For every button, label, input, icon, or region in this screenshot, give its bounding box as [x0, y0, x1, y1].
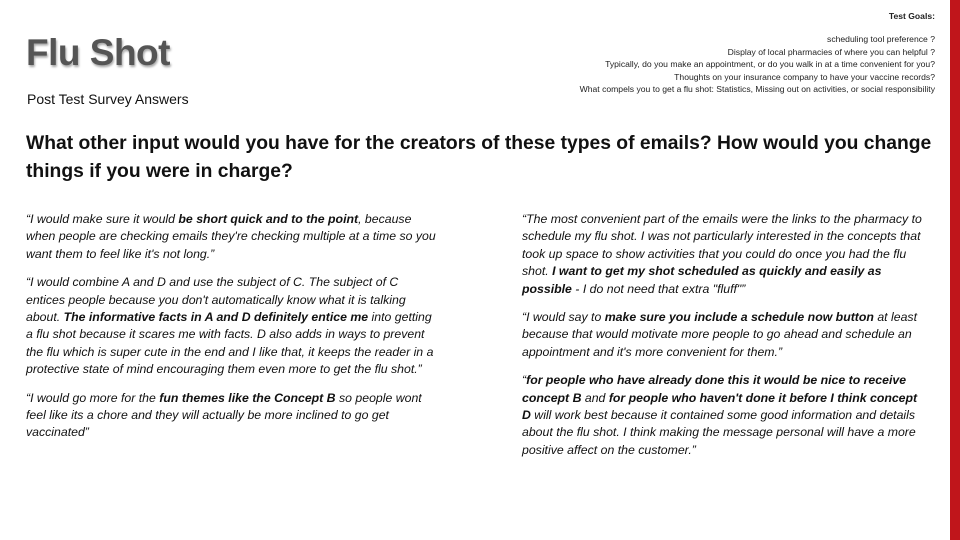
quote — [522, 211, 922, 298]
accent-bar — [950, 0, 960, 540]
test-goals-heading: Test Goals: — [888, 11, 935, 21]
test-goal-item: Typically, do you make an appointment, or do you walk in at a time convenient for you? — [605, 59, 935, 70]
slide-title: Flu Shot — [26, 32, 170, 73]
quote-emphasis: The informative facts in A and D definitely entice me — [63, 310, 369, 325]
quote-text: will work best because it contained some good information and details about the flu shot. I think making the message personal will have a more positive affect on the customer.” — [522, 408, 916, 457]
quote-text: - I do not need that extra "fluff"” — [571, 281, 746, 296]
quote-text: so people wont feel like its a chore and they will actually be more inclined to go get vaccinated” — [26, 390, 422, 440]
quote-text: into getting a flu shot because it scares me with facts. D also adds in ways to prevent the flu which is super cute in the end and I like that, it keeps the reader in a protective state of mind encouraging them even more to get the flu shot.” — [26, 310, 434, 377]
quote-text: “I would go more for the — [26, 390, 160, 405]
quote — [26, 390, 436, 442]
test-goals-panel — [505, 10, 935, 95]
quote — [26, 211, 436, 263]
test-goal-item: Display of local pharmacies of where you can helpful ? — [727, 46, 935, 57]
survey-question: What other input would you have for the creators of these types of emails? How would you change things if you were in charge? — [26, 133, 932, 182]
left-quotes-column — [26, 211, 436, 453]
test-goal-item: scheduling tool preference ? — [827, 34, 935, 45]
test-goal-item: What compels you to get a flu shot: Statistics, Missing out on activities, or social responsibility — [579, 84, 935, 95]
quote-text: “I would combine A and D and use the subject of C. The subject of C entices people because you don't automatically know what it is talking about. — [26, 275, 406, 325]
quote-text: , because when people are checking emails they're checking multiple at a time so you want them to feel like it's not long.” — [26, 212, 436, 261]
quote-emphasis: be short quick and to the point — [178, 212, 359, 226]
quote-text: “I would say to — [522, 310, 605, 325]
quote — [522, 309, 922, 361]
quote-emphasis: for people who have already done this it would be nice to receive concept B — [522, 373, 907, 405]
quote — [26, 274, 436, 378]
right-quotes-column — [522, 211, 922, 470]
quote-text: “ — [522, 373, 527, 388]
quote-text: “The most convenient part of the emails were the links to the pharmacy to schedule my flu shot. I was not particularly interested in the concepts that took up space to show activities that you could do once you had the flu shot. — [522, 212, 922, 279]
slide-subtitle: Post Test Survey Answers — [27, 91, 189, 107]
quote-emphasis: for people who haven't done it before I think concept D — [522, 390, 918, 423]
test-goal-item: Thoughts on your insurance company to have your vaccine records? — [674, 71, 935, 82]
quote-emphasis: I want to get my shot scheduled as quickly and easily as possible — [522, 264, 882, 296]
quote-text: “I would make sure it would — [26, 212, 179, 226]
quote-emphasis: fun themes like the Concept B — [159, 390, 336, 405]
quote-emphasis: make sure you include a schedule now button — [604, 310, 874, 325]
quote-text: and — [581, 390, 609, 405]
quote — [522, 372, 922, 459]
quote-text: at least because that would motivate more people to go ahead and schedule an appointment and it's more convenient for them.” — [522, 310, 917, 359]
